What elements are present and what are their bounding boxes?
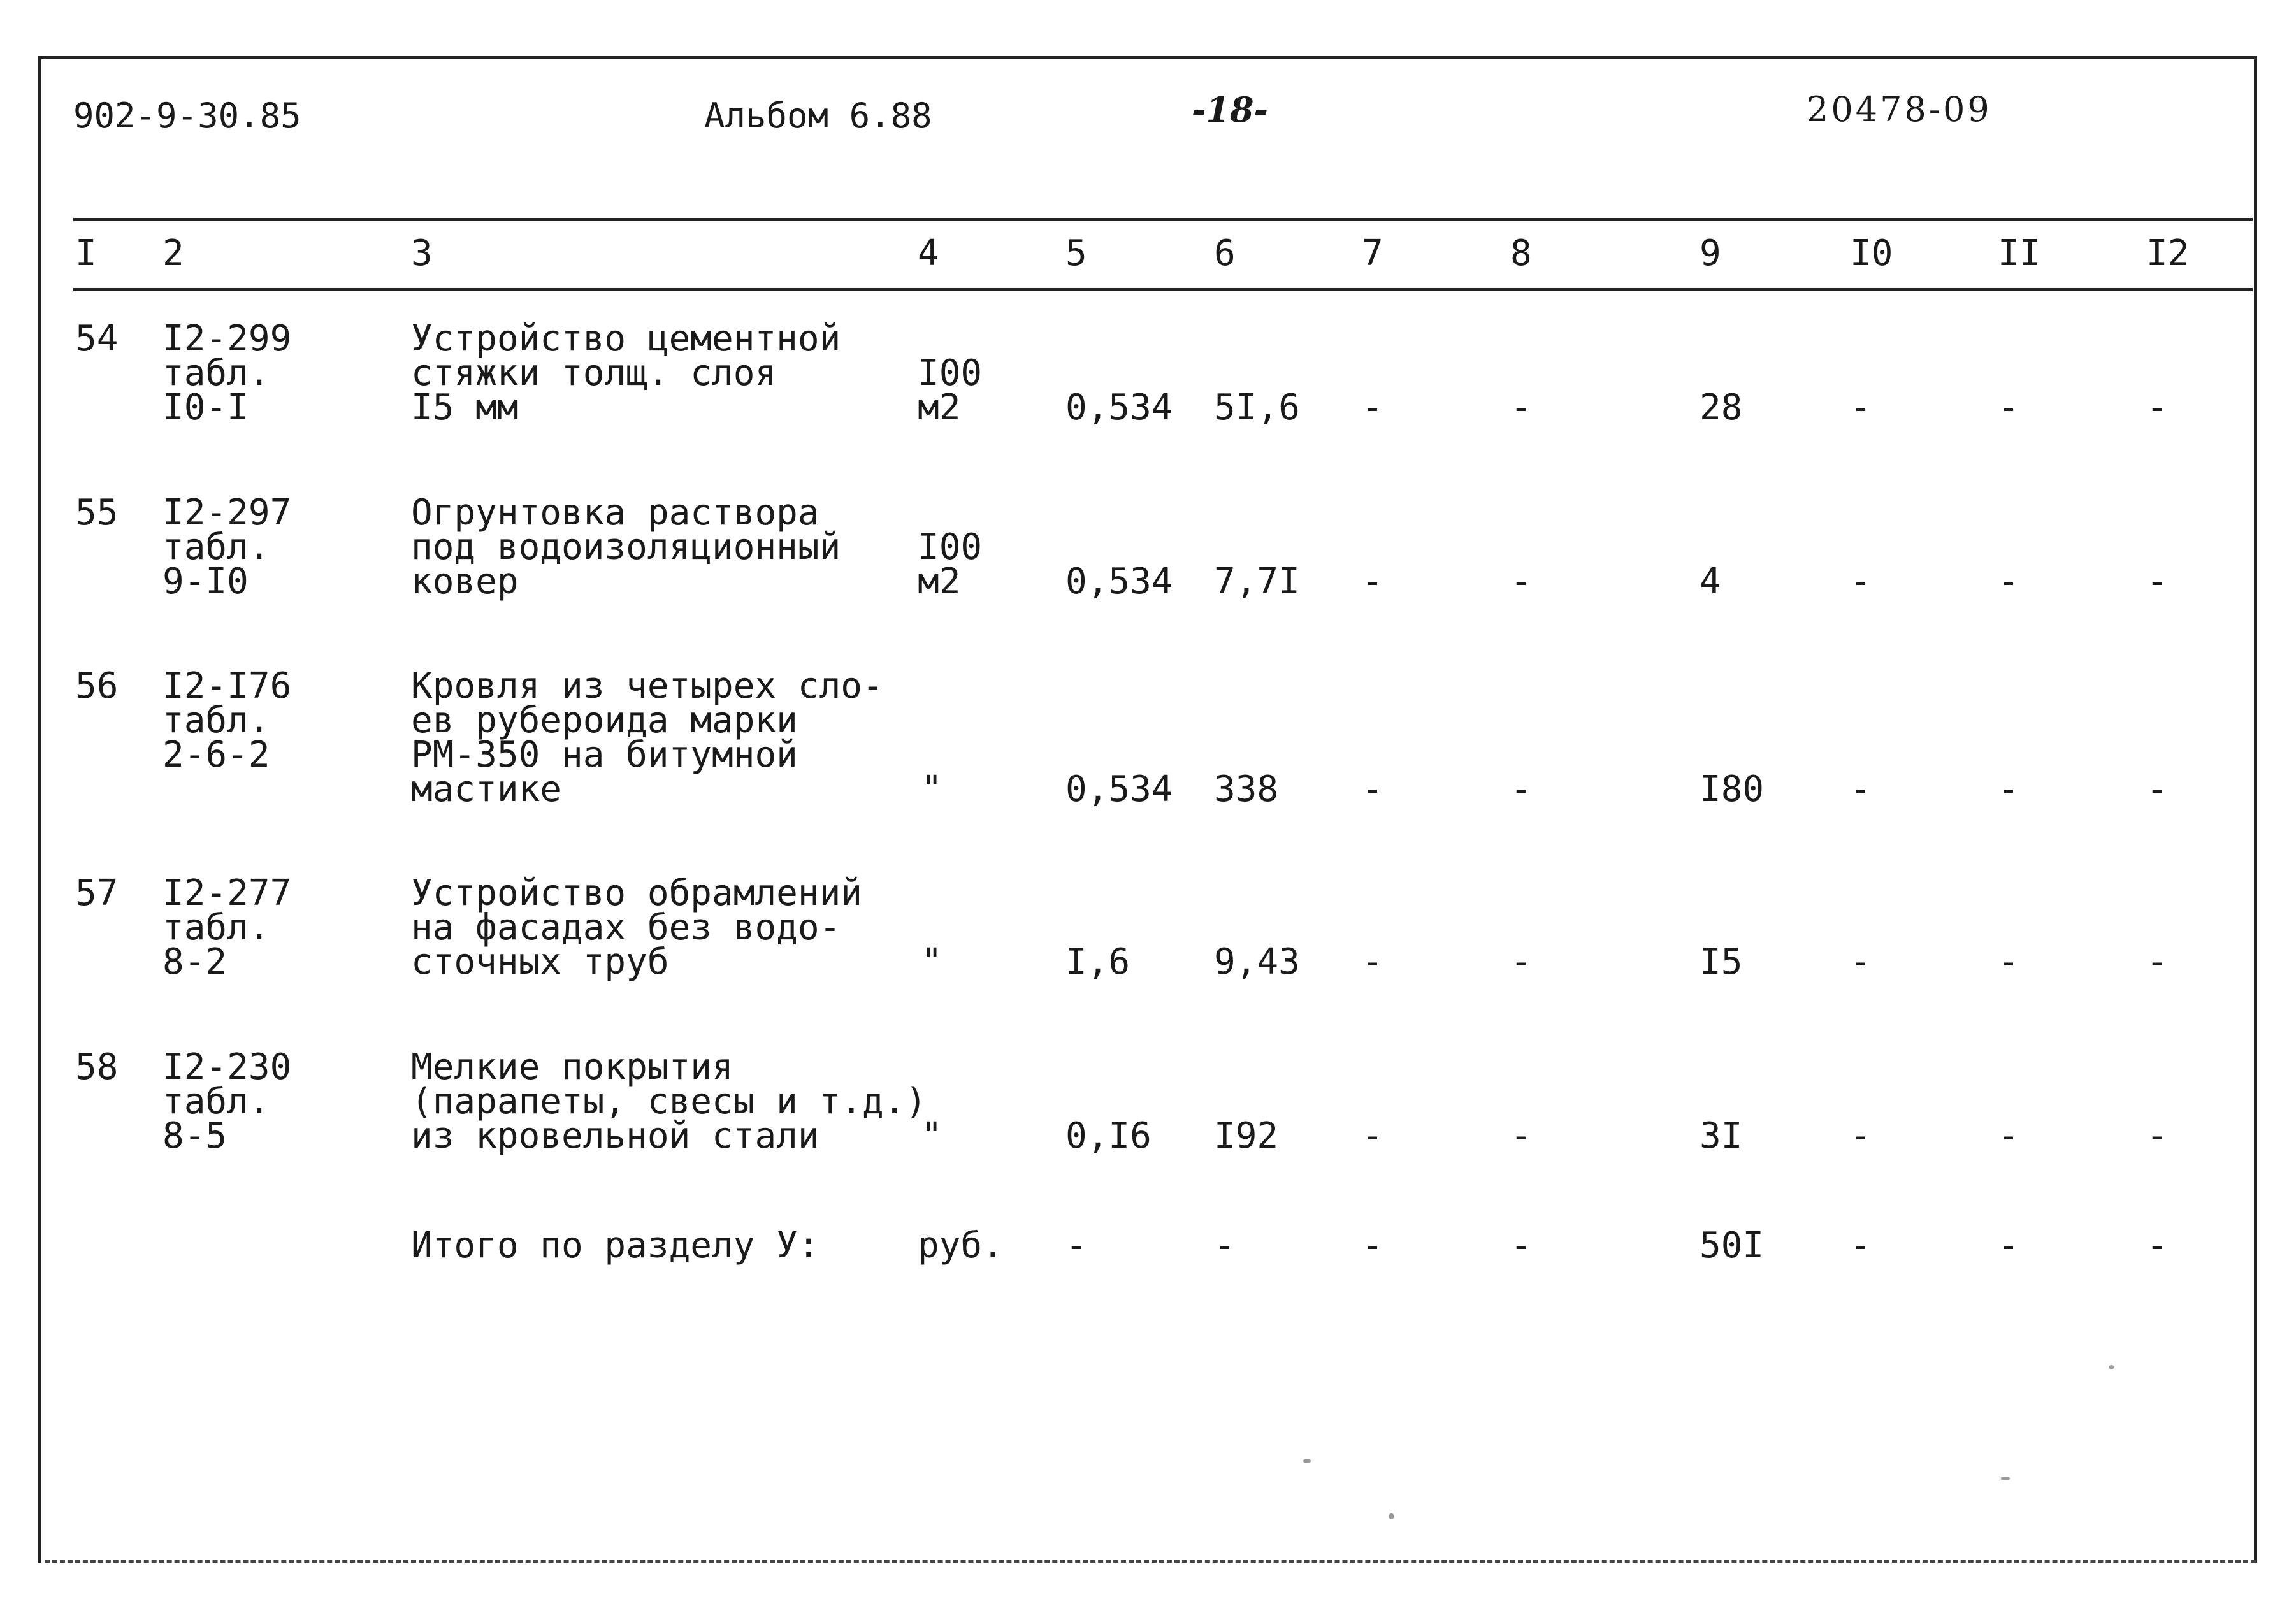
total-unit: руб.	[918, 1225, 1004, 1266]
row-number: 54	[75, 318, 119, 359]
unit-ditto-mark: "	[921, 769, 942, 810]
cell-col11: -	[1998, 561, 2019, 602]
column-number-12: I2	[2146, 233, 2190, 274]
total-col8: -	[1510, 1225, 1532, 1266]
cell-col7: -	[1362, 1115, 1383, 1157]
work-description: Устройство цементной стяжки толщ. слоя I5 мм	[411, 318, 841, 428]
total-col10: -	[1850, 1225, 1872, 1266]
total-col11: -	[1998, 1225, 2019, 1266]
norm-code: I2-299 табл. I0-I	[162, 318, 292, 428]
cell-col7: -	[1362, 941, 1383, 983]
cell-col12: -	[2146, 387, 2168, 428]
cell-col8: -	[1510, 941, 1532, 983]
cell-col8: -	[1510, 769, 1532, 810]
document-number: 20478-09	[1807, 89, 1992, 129]
column-number-7: 7	[1362, 233, 1383, 274]
cell-col9: 3I	[1700, 1115, 1743, 1157]
cell-col12: -	[2146, 561, 2168, 602]
cell-col10: -	[1850, 387, 1872, 428]
cell-col6: 7,7I	[1214, 561, 1300, 602]
cell-col9: I5	[1700, 941, 1743, 983]
cell-col11: -	[1998, 941, 2019, 983]
norm-code: I2-I76 табл. 2-6-2	[162, 665, 292, 776]
unit: I00 м2	[918, 526, 983, 602]
cell-col12: -	[2146, 941, 2168, 983]
total-col12: -	[2146, 1225, 2168, 1266]
norm-code: I2-277 табл. 8-2	[162, 872, 292, 983]
cell-col5: I,6	[1065, 941, 1130, 983]
cell-col6: 9,43	[1214, 941, 1300, 983]
cell-col8: -	[1510, 387, 1532, 428]
album-label: Альбом 6.88	[704, 96, 932, 136]
cell-col9: 4	[1700, 561, 1721, 602]
column-number-3: 3	[411, 233, 433, 274]
cell-col10: -	[1850, 941, 1872, 983]
scan-speck	[2001, 1477, 2010, 1480]
work-description: Кровля из четырех сло- ев рубероида марки РМ-350 на битумной мастике	[411, 665, 884, 810]
cell-col7: -	[1362, 561, 1383, 602]
scan-speck	[1303, 1459, 1311, 1463]
column-number-8: 8	[1510, 233, 1532, 274]
row-number: 58	[75, 1046, 119, 1088]
column-number-9: 9	[1700, 233, 1721, 274]
norm-code: I2-297 табл. 9-I0	[162, 492, 292, 602]
cell-col6: 338	[1214, 769, 1279, 810]
cell-col11: -	[1998, 1115, 2019, 1157]
cell-col10: -	[1850, 769, 1872, 810]
cell-col7: -	[1362, 769, 1383, 810]
scan-speck	[2109, 1365, 2114, 1369]
cell-col5: 0,I6	[1065, 1115, 1152, 1157]
cell-col10: -	[1850, 1115, 1872, 1157]
bottom-border	[45, 1560, 2256, 1563]
column-number-2: 2	[162, 233, 184, 274]
cell-col12: -	[2146, 769, 2168, 810]
cell-col9: I80	[1700, 769, 1765, 810]
unit: I00 м2	[918, 352, 983, 428]
total-label: Итого по разделу У:	[411, 1225, 819, 1266]
scan-speck	[1389, 1513, 1394, 1519]
column-header-rule	[73, 288, 2253, 291]
cell-col8: -	[1510, 561, 1532, 602]
cell-col5: 0,534	[1065, 561, 1173, 602]
work-description: Мелкие покрытия (парапеты, свесы и т.д.) из кровельной стали	[411, 1046, 927, 1157]
row-number: 57	[75, 872, 119, 914]
total-col5: -	[1065, 1225, 1087, 1266]
column-number-11: II	[1998, 233, 2041, 274]
cell-col10: -	[1850, 561, 1872, 602]
work-description: Устройство обрамлений на фасадах без водо- сточных труб	[411, 872, 863, 983]
cell-col8: -	[1510, 1115, 1532, 1157]
column-number-1: I	[75, 233, 97, 274]
cell-col5: 0,534	[1065, 387, 1173, 428]
cell-col9: 28	[1700, 387, 1743, 428]
cell-col6: I92	[1214, 1115, 1279, 1157]
unit-ditto-mark: "	[921, 941, 942, 983]
column-number-10: I0	[1850, 233, 1893, 274]
row-number: 56	[75, 665, 119, 707]
page-number: -18-	[1192, 89, 1268, 130]
norm-code: I2-230 табл. 8-5	[162, 1046, 292, 1157]
column-number-6: 6	[1214, 233, 1236, 274]
column-number-4: 4	[918, 233, 939, 274]
column-number-5: 5	[1065, 233, 1087, 274]
row-number: 55	[75, 492, 119, 533]
cell-col11: -	[1998, 769, 2019, 810]
cell-col7: -	[1362, 387, 1383, 428]
total-col6: -	[1214, 1225, 1236, 1266]
document-code: 902-9-30.85	[73, 96, 301, 136]
header-rule	[73, 218, 2253, 221]
cell-col11: -	[1998, 387, 2019, 428]
total-col7: -	[1362, 1225, 1383, 1266]
work-description: Огрунтовка раствора под водоизоляционный ковер	[411, 492, 841, 602]
cell-col12: -	[2146, 1115, 2168, 1157]
cell-col6: 5I,6	[1214, 387, 1300, 428]
cell-col5: 0,534	[1065, 769, 1173, 810]
total-col9: 50I	[1700, 1225, 1765, 1266]
unit-ditto-mark: "	[921, 1115, 942, 1157]
